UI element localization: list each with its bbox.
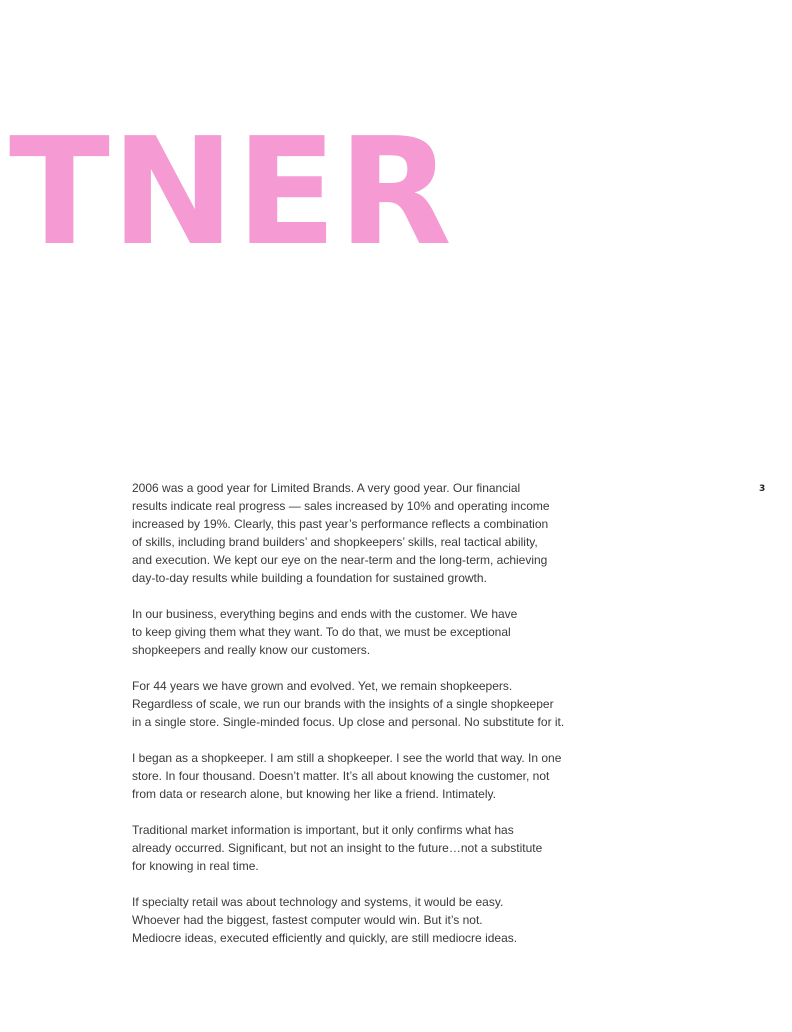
text-line: in a single store. Single-minded focus. Up close and personal. No substitute for it.: [132, 715, 565, 729]
paragraph: [132, 893, 632, 947]
text-line: store. In four thousand. Doesn’t matter. It’s all about knowing the customer, not: [132, 769, 550, 783]
text-line: Regardless of scale, we run our brands with the insights of a single shopkeeper: [132, 697, 554, 711]
text-line: for knowing in real time.: [132, 859, 259, 873]
text-line: shopkeepers and really know our customers.: [132, 643, 371, 657]
text-line: of skills, including brand builders’ and shopkeepers’ skills, real tactical ability,: [132, 535, 538, 549]
text-line: already occurred. Significant, but not an insight to the future…not a substitute: [132, 841, 543, 855]
text-line: Traditional market information is important, but it only confirms what has: [132, 823, 514, 837]
text-line: day-to-day results while building a foundation for sustained growth.: [132, 571, 487, 585]
page-number: 3: [759, 484, 766, 494]
text-line: In our business, everything begins and ends with the customer. We have: [132, 607, 518, 621]
text-line: increased by 19%. Clearly, this past year’s performance reflects a combination: [132, 517, 549, 531]
text-line: 2006 was a good year for Limited Brands. A very good year. Our financial: [132, 481, 521, 495]
text-line: I began as a shopkeeper. I am still a shopkeeper. I see the world that way. In one: [132, 751, 562, 765]
text-line: If specialty retail was about technology and systems, it would be easy.: [132, 895, 504, 909]
text-line: results indicate real progress — sales increased by 10% and operating income: [132, 499, 550, 513]
paragraph: [132, 677, 632, 731]
text-line: Mediocre ideas, executed efficiently and quickly, are still mediocre ideas.: [132, 931, 518, 945]
text-line: from data or research alone, but knowing her like a friend. Intimately.: [132, 787, 496, 801]
text-line: and execution. We kept our eye on the near-term and the long-term, achieving: [132, 553, 548, 567]
text-line: For 44 years we have grown and evolved. Yet, we remain shopkeepers.: [132, 679, 513, 693]
text-line: Whoever had the biggest, fastest computer would win. But it’s not.: [132, 913, 483, 927]
text-line: to keep giving them what they want. To do that, we must be exceptional: [132, 625, 511, 639]
paragraph: [132, 605, 632, 659]
body-text: [132, 479, 632, 965]
headline: TNER: [9, 106, 453, 278]
paragraph: [132, 749, 632, 803]
paragraph: [132, 479, 632, 587]
paragraph: [132, 821, 632, 875]
